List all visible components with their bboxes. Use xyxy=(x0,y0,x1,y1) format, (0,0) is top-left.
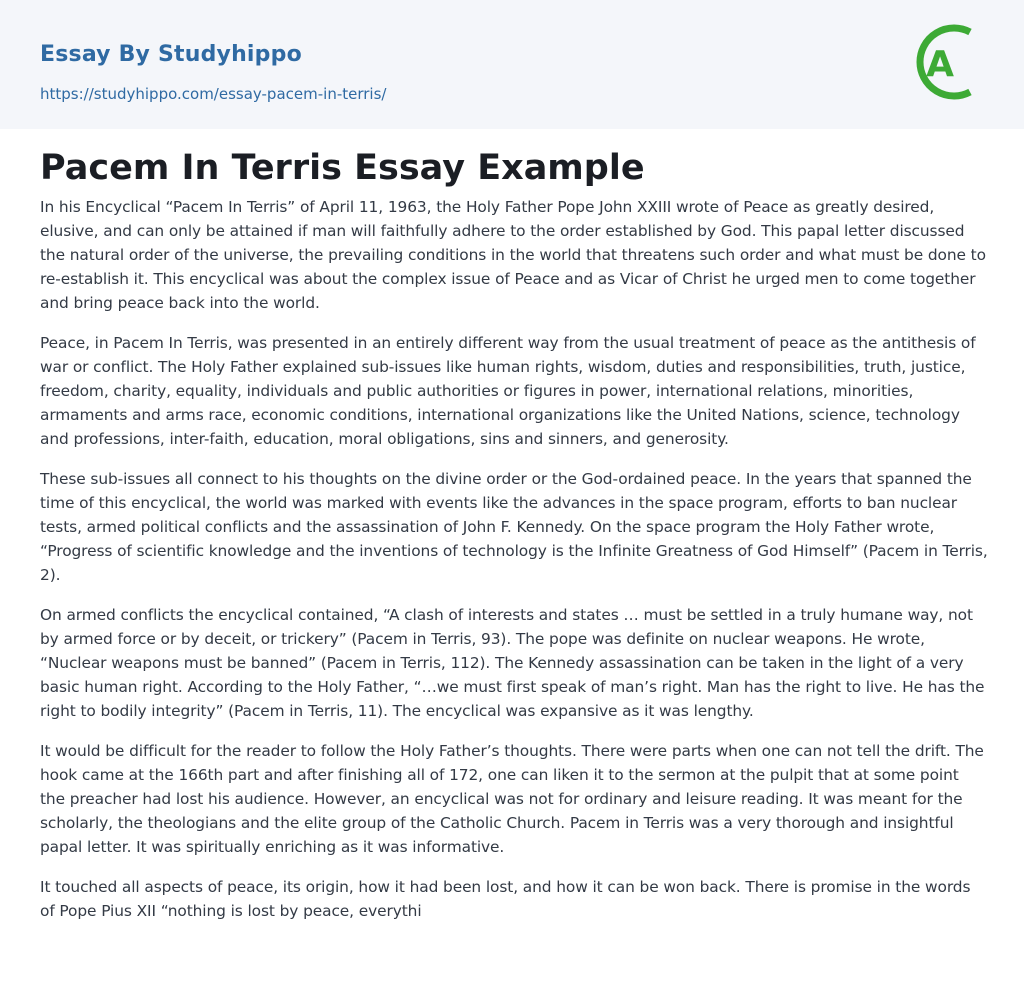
article-paragraph-1: In his Encyclical “Pacem In Terris” of April 11, 1963, the Holy Father Pope John XXIII wrote of Peace as greatly desired, elusive, and can only be attained if man will faithfully adhere to the order established by God. This papal letter discussed the natural order of the universe, the prevailing conditions in the world that threatens such order and what must be done to re-establish it. This encyclical was about the complex issue of Peace and as Vicar of Christ he urged men to come together and bring peace back into the world. xyxy=(40,198,986,312)
article-paragraph-4: On armed conflicts the encyclical contained, “A clash of interests and states … must be settled in a truly humane way, not by armed force or by deceit, or trickery” (Pacem in Terris, 93). The pope was definite on nuclear weapons. He wrote, “Nuclear weapons must be banned” (Pacem in Terris, 112). The Kennedy assassination can be taken in the light of a very basic human right. According to the Holy Father, “…we must first speak of man’s right. Man has the right to live. He has the right to bodily integrity” (Pacem in Terris, 11). The encyclical was expansive as it was lengthy. xyxy=(40,606,985,720)
article-paragraph-6: It touched all aspects of peace, its origin, how it had been lost, and how it can be won back. There is promise in the words of Pope Pius XII “nothing is lost by peace, everythi xyxy=(40,878,971,920)
article-paragraph-2: Peace, in Pacem In Terris, was presented in an entirely different way from the usual treatment of peace as the antithesis of war or conflict. The Holy Father explained sub-issues like human rights, wisdom, duties and responsibilities, truth, justice, freedom, charity, equality, individuals and public authorities or figures in power, international relations, minorities, armaments and arms race, economic conditions, international organizations like the United Nations, science, technology and professions, inter-faith, education, moral obligations, sins and sinners, and generosity. xyxy=(40,334,976,448)
article-title: Pacem In Terris Essay Example xyxy=(40,148,645,188)
article-body xyxy=(40,195,988,939)
logo-letter: A xyxy=(926,44,954,85)
studyhippo-logo-icon[interactable] xyxy=(912,18,988,106)
essay-url-link[interactable]: https://studyhippo.com/essay-pacem-in-terris/ xyxy=(40,85,387,103)
site-brand[interactable]: Essay By Studyhippo xyxy=(40,42,302,67)
article-paragraph-5: It would be difficult for the reader to follow the Holy Father’s thoughts. There were parts when one can not tell the drift. The hook came at the 166th part and after finishing all of 172, one can liken it to the sermon at the pulpit that at some point the preacher had lost his audience. However, an encyclical was not for ordinary and leisure reading. It was meant for the scholarly, the theologians and the elite group of the Catholic Church. Pacem in Terris was a very thorough and insightful papal letter. It was spiritually enriching as it was informative. xyxy=(40,742,984,856)
article-paragraph-3: These sub-issues all connect to his thoughts on the divine order or the God-ordained peace. In the years that spanned the time of this encyclical, the world was marked with events like the advances in the space program, efforts to ban nuclear tests, armed political conflicts and the assassination of John F. Kennedy. On the space program the Holy Father wrote, “Progress of scientific knowledge and the inventions of technology is the Infinite Greatness of God Himself” (Pacem in Terris, 2). xyxy=(40,470,988,584)
